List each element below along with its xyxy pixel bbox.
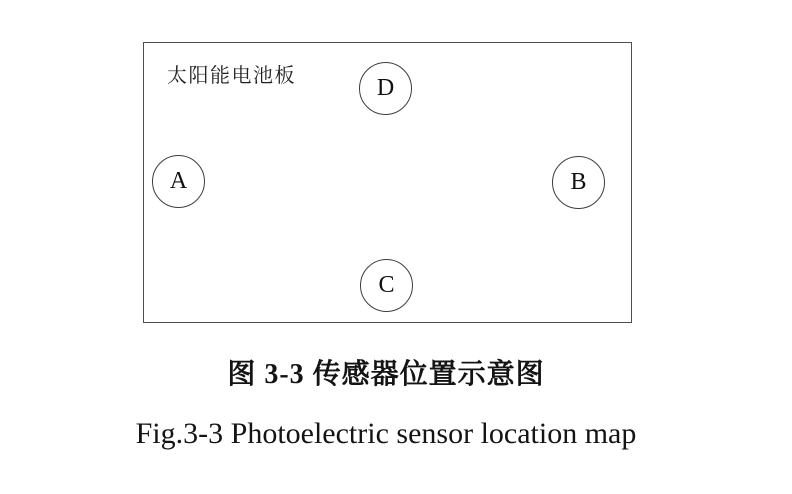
figure-caption-chinese: 图 3-3 传感器位置示意图 <box>227 359 545 390</box>
sensor-marker-d: D <box>359 62 412 115</box>
figure-caption-english: Fig.3-3 Photoelectric sensor location map <box>135 417 637 450</box>
sensor-marker-a: A <box>152 155 205 208</box>
solar-panel-outline <box>143 42 632 323</box>
sensor-marker-c: C <box>360 259 413 312</box>
sensor-marker-b: B <box>552 156 605 209</box>
solar-panel-label: 太阳能电池板 <box>167 65 296 87</box>
